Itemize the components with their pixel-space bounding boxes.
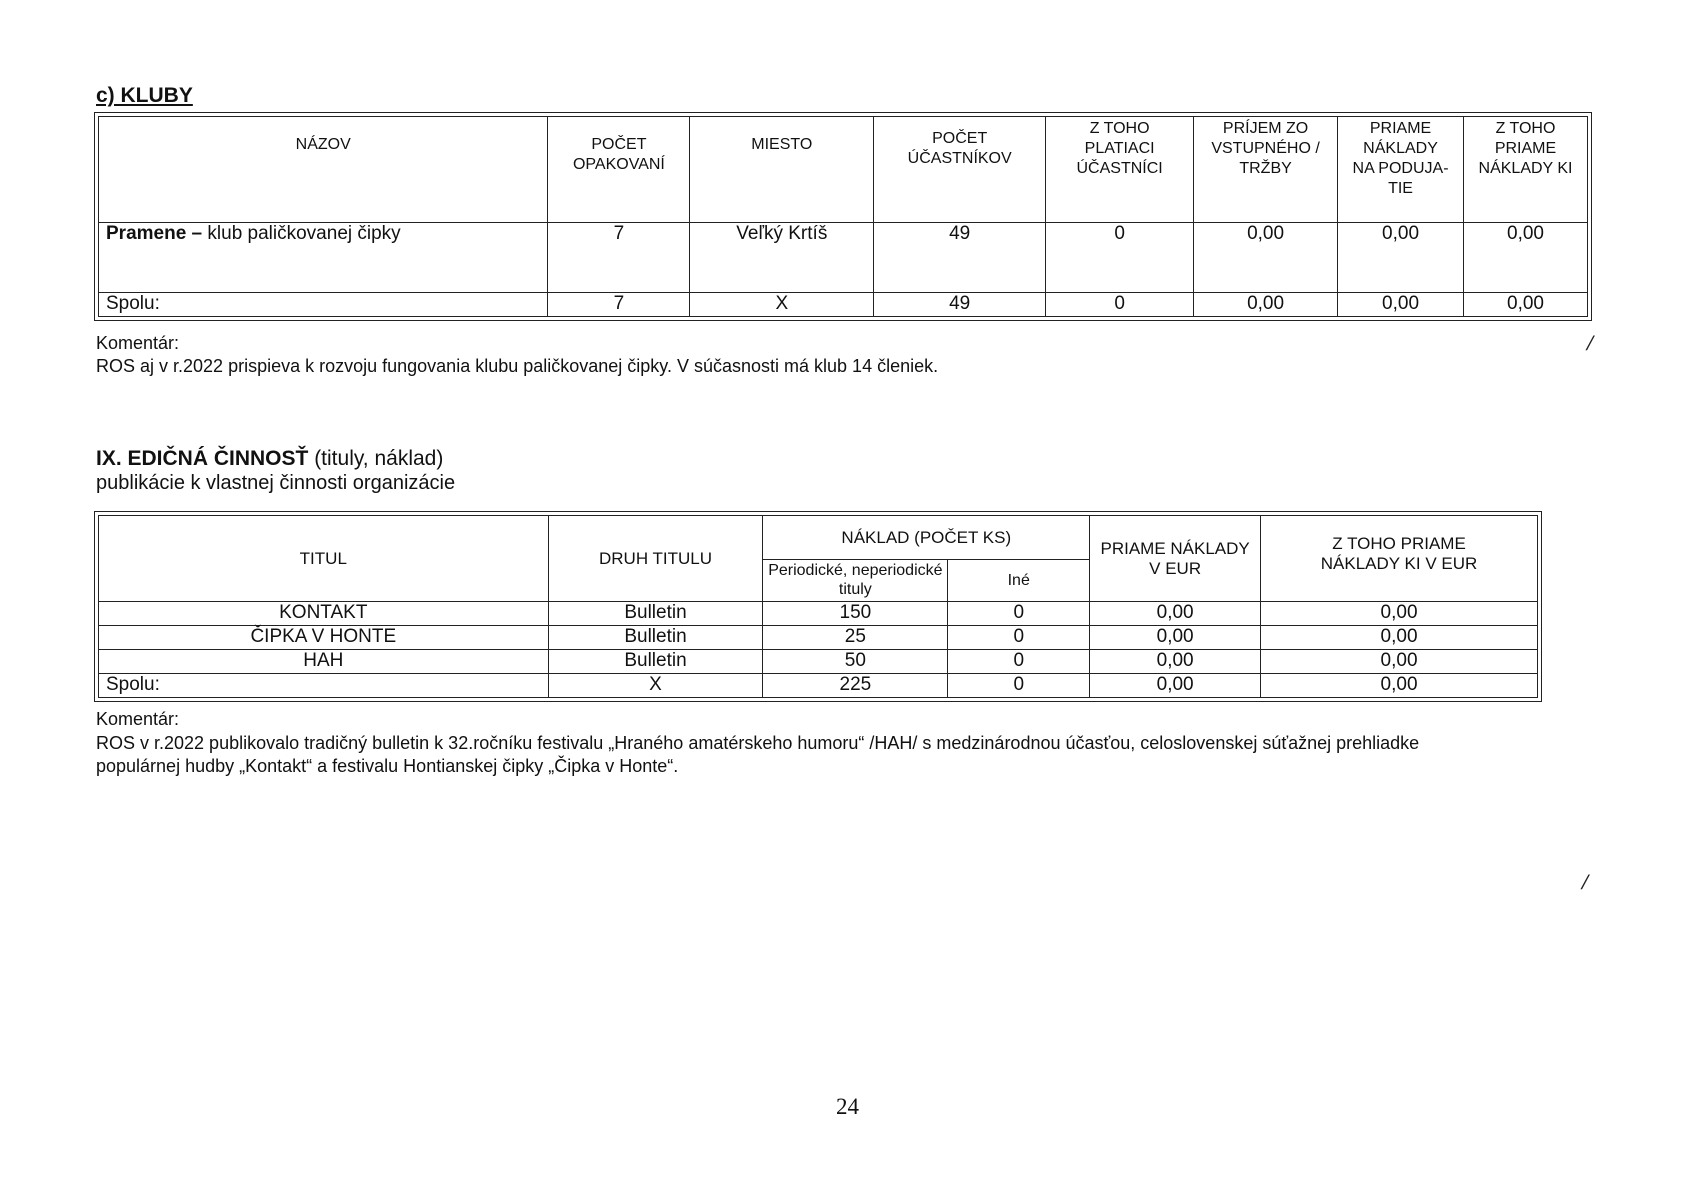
header-platiaci-ucastnici: Z TOHO PLATIACI ÚČASTNÍCI — [1046, 117, 1194, 223]
section-heading-kluby: c) KLUBY — [96, 84, 193, 107]
kluby-comment-label: Komentár: — [96, 333, 180, 353]
kluby-table — [98, 116, 1588, 317]
total-row — [99, 674, 1538, 698]
edicna-comment-line-1: ROS v r.2022 publikovalo tradičný bulletin k 32.ročníku festivalu „Hraného amatérskeho humoru“ /HAH/ s medzinárodnou účasťou, celoslovenskej súťažnej prehliadke — [96, 733, 1420, 753]
cell-naklady-ki: 0,00 — [1464, 223, 1588, 293]
total-priame: 0,00 — [1090, 674, 1261, 698]
total-ine: 0 — [948, 674, 1090, 698]
header-nazov: NÁZOV — [99, 117, 548, 223]
header-miesto: MIESTO — [690, 117, 874, 223]
total-row — [99, 293, 1588, 317]
club-name-cell — [99, 223, 548, 293]
cell-titul: ČIPKA V HONTE — [99, 626, 549, 650]
cell-pocet-ucastnikov: 49 — [874, 223, 1046, 293]
cell-priame: 0,00 — [1090, 602, 1261, 626]
header-titul: TITUL — [99, 516, 549, 602]
page-number: 24 — [836, 1094, 859, 1119]
header-druh-titulu: DRUH TITULU — [548, 516, 763, 602]
header-priame-naklady-eur: PRIAME NÁKLADY V EUR — [1090, 516, 1261, 602]
edicna-subheading: publikácie k vlastnej činnosti organizácie — [96, 472, 456, 494]
total-label: Spolu: — [99, 293, 548, 317]
header-pocet-ucastnikov: POČET ÚČASTNÍKOV — [874, 117, 1046, 223]
cell-ine: 0 — [948, 650, 1090, 674]
cell-platiaci: 0 — [1046, 223, 1194, 293]
club-name-bold: Pramene – — [106, 223, 203, 244]
header-ine: Iné — [948, 560, 1090, 602]
edicna-comment-label: Komentár: — [96, 709, 180, 729]
cell-titul: HAH — [99, 650, 549, 674]
cell-ine: 0 — [948, 626, 1090, 650]
total-naklady-ki: 0,00 — [1464, 293, 1588, 317]
check-mark-2: / — [1579, 872, 1591, 894]
cell-prijem: 0,00 — [1194, 223, 1338, 293]
cell-ki: 0,00 — [1261, 626, 1538, 650]
header-naklad: NÁKLAD (POČET KS) — [763, 516, 1090, 560]
table-row — [99, 602, 1538, 626]
total-prijem: 0,00 — [1194, 293, 1338, 317]
total-platiaci: 0 — [1046, 293, 1194, 317]
cell-pocet-opakovani: 7 — [548, 223, 690, 293]
check-mark-1: / — [1584, 333, 1596, 355]
cell-periodicke: 50 — [763, 650, 948, 674]
cell-periodicke: 25 — [763, 626, 948, 650]
total-label: Spolu: — [99, 674, 549, 698]
edicna-header-row-1 — [99, 516, 1538, 560]
header-prijem: PRÍJEM ZO VSTUPNÉHO / TRŽBY — [1194, 117, 1338, 223]
total-ki: 0,00 — [1261, 674, 1538, 698]
total-pocet-ucastnikov: 49 — [874, 293, 1046, 317]
kluby-header-row — [99, 117, 1588, 223]
table-row — [99, 650, 1538, 674]
section-heading-edicna — [96, 447, 443, 471]
club-name-rest: klub paličkovanej čipky — [202, 223, 401, 244]
header-periodicke: Periodické, neperiodické tituly — [763, 560, 948, 602]
cell-titul: KONTAKT — [99, 602, 549, 626]
edicna-heading-bold: IX. EDIČNÁ ČINNOSŤ — [96, 447, 309, 470]
total-pocet-opakovani: 7 — [548, 293, 690, 317]
kluby-comment-text: ROS aj v r.2022 prispieva k rozvoju fungovania klubu paličkovanej čipky. V súčasnosti má klub 14 členiek. — [96, 356, 939, 376]
cell-periodicke: 150 — [763, 602, 948, 626]
table-row — [99, 223, 1588, 293]
cell-priame: 0,00 — [1090, 626, 1261, 650]
cell-druh: Bulletin — [548, 602, 763, 626]
header-pocet-opakovani: POČET OPAKOVANÍ — [548, 117, 690, 223]
total-druh: X — [548, 674, 763, 698]
cell-druh: Bulletin — [548, 650, 763, 674]
cell-ki: 0,00 — [1261, 650, 1538, 674]
edicna-comment-line-2: populárnej hudby „Kontakt“ a festivalu Hontianskej čipky „Čipka v Honte“. — [96, 756, 679, 776]
header-naklady-ki: Z TOHO PRIAME NÁKLADY KI — [1464, 117, 1588, 223]
total-priame-naklady: 0,00 — [1338, 293, 1464, 317]
table-row — [99, 626, 1538, 650]
cell-priame-naklady: 0,00 — [1338, 223, 1464, 293]
cell-druh: Bulletin — [548, 626, 763, 650]
edicna-heading-rest: (tituly, náklad) — [308, 447, 444, 470]
header-priame-naklady: PRIAME NÁKLADY NA PODUJA-TIE — [1338, 117, 1464, 223]
cell-ki: 0,00 — [1261, 602, 1538, 626]
edicna-table — [98, 515, 1538, 698]
total-miesto: X — [690, 293, 874, 317]
total-periodicke: 225 — [763, 674, 948, 698]
cell-ine: 0 — [948, 602, 1090, 626]
cell-priame: 0,00 — [1090, 650, 1261, 674]
header-naklady-ki-eur: Z TOHO PRIAME NÁKLADY KI V EUR — [1261, 516, 1538, 602]
cell-miesto: Veľký Krtíš — [690, 223, 874, 293]
